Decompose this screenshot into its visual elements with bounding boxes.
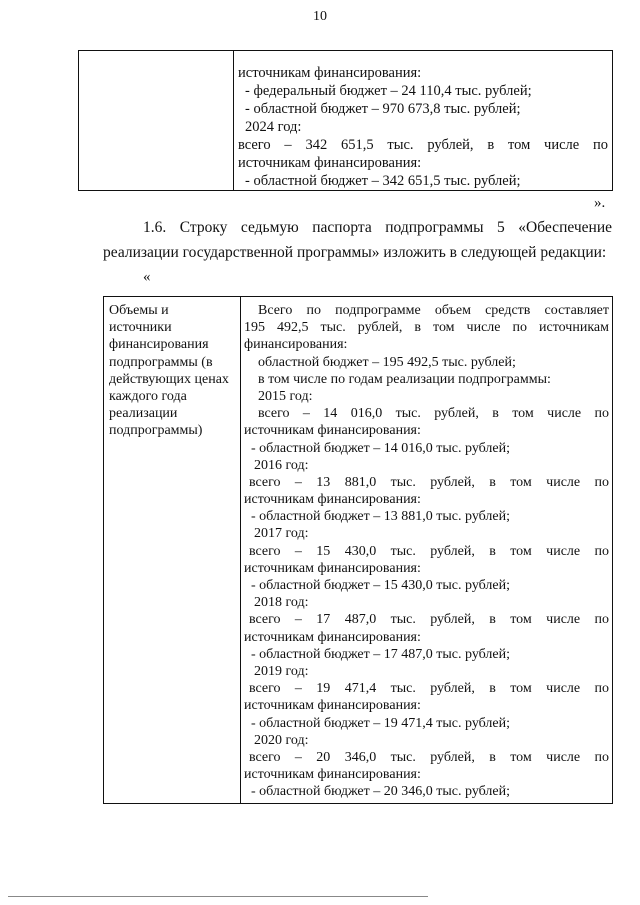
table-line: 195 492,5 тыс. рублей, в том числе по источникам bbox=[244, 320, 609, 336]
table-line: источникам финансирования: bbox=[238, 155, 422, 171]
table-line: всего – 14 016,0 тыс. рублей, в том числе по bbox=[258, 406, 609, 422]
table-line: 2018 год: bbox=[254, 595, 309, 611]
label-line: реализации bbox=[109, 406, 178, 422]
table-line: всего – 342 651,5 тыс. рублей, в том числе по bbox=[238, 137, 608, 153]
label-line: Объемы и bbox=[109, 303, 169, 318]
label-line: каждого года bbox=[109, 388, 187, 404]
table-line: - областной бюджет – 17 487,0 тыс. рублей; bbox=[251, 646, 510, 662]
paragraph-line: реализации государственной программы» изложить в следующей редакции: bbox=[103, 244, 607, 261]
table-line: источникам финансирования: bbox=[244, 698, 421, 714]
table-line: - областной бюджет – 15 430,0 тыс. рублей; bbox=[251, 578, 510, 593]
table-line: всего – 15 430,0 тыс. рублей, в том числе по bbox=[249, 543, 609, 559]
table-line: областной бюджет – 195 492,5 тыс. рублей; bbox=[258, 354, 516, 370]
table-line: 2019 год: bbox=[254, 663, 309, 679]
passport-value-cell bbox=[241, 302, 612, 800]
table-line: финансирования: bbox=[244, 337, 348, 353]
table-line: источникам финансирования: bbox=[244, 492, 421, 508]
label-line: действующих ценах bbox=[109, 371, 229, 387]
table-line: источникам финансирования: bbox=[244, 423, 421, 439]
table-line: Всего по подпрограмме объем средств составляет bbox=[258, 303, 609, 318]
opening-quote: « bbox=[143, 269, 151, 285]
table-line: - областной бюджет – 13 881,0 тыс. рублей; bbox=[251, 509, 510, 525]
label-line: финансирования bbox=[109, 337, 209, 353]
passport-table bbox=[103, 296, 613, 804]
passport-label-cell bbox=[104, 297, 241, 803]
page-number: 10 bbox=[313, 9, 327, 24]
table-line: 2017 год: bbox=[254, 526, 309, 542]
table-line: всего – 17 487,0 тыс. рублей, в том числе по bbox=[249, 612, 609, 628]
table-line: всего – 19 471,4 тыс. рублей, в том числе по bbox=[249, 681, 609, 697]
table-line: - федеральный бюджет – 24 110,4 тыс. рублей; bbox=[245, 83, 532, 99]
table-line: источникам финансирования: bbox=[244, 629, 421, 645]
table-line: источникам финансирования: bbox=[238, 65, 422, 81]
label-line: подпрограммы) bbox=[109, 423, 203, 439]
table-line: - областной бюджет – 14 016,0 тыс. рублей; bbox=[251, 440, 510, 456]
table-line: - областной бюджет – 20 346,0 тыс. рублей; bbox=[251, 784, 510, 800]
table-line: - областной бюджет – 342 651,5 тыс. рублей; bbox=[245, 173, 521, 189]
continued-table-label-cell bbox=[79, 51, 234, 190]
table-line: 2020 год: bbox=[254, 732, 309, 748]
table-line: всего – 20 346,0 тыс. рублей, в том числе по bbox=[249, 749, 609, 765]
table-line: в том числе по годам реализации подпрограммы: bbox=[258, 371, 551, 387]
closing-quote: ». bbox=[594, 195, 606, 211]
table-line: - областной бюджет – 970 673,8 тыс. рублей; bbox=[245, 101, 521, 117]
footer-rule bbox=[8, 896, 428, 897]
table-line: 2015 год: bbox=[258, 388, 313, 404]
table-line: 2024 год: bbox=[245, 119, 302, 135]
label-line: источники bbox=[109, 320, 172, 336]
table-line: всего – 13 881,0 тыс. рублей, в том числе по bbox=[249, 474, 609, 490]
continued-passport-table bbox=[78, 50, 613, 191]
table-line: 2016 год: bbox=[254, 457, 309, 473]
label-line: подпрограммы (в bbox=[109, 354, 213, 370]
table-line: источникам финансирования: bbox=[244, 560, 421, 576]
table-line: - областной бюджет – 19 471,4 тыс. рублей; bbox=[251, 715, 510, 731]
continued-table-value-cell bbox=[234, 64, 612, 190]
paragraph-line: 1.6. Строку седьмую паспорта подпрограммы 5 «Обеспечение bbox=[143, 219, 612, 236]
table-line: источникам финансирования: bbox=[244, 767, 421, 783]
